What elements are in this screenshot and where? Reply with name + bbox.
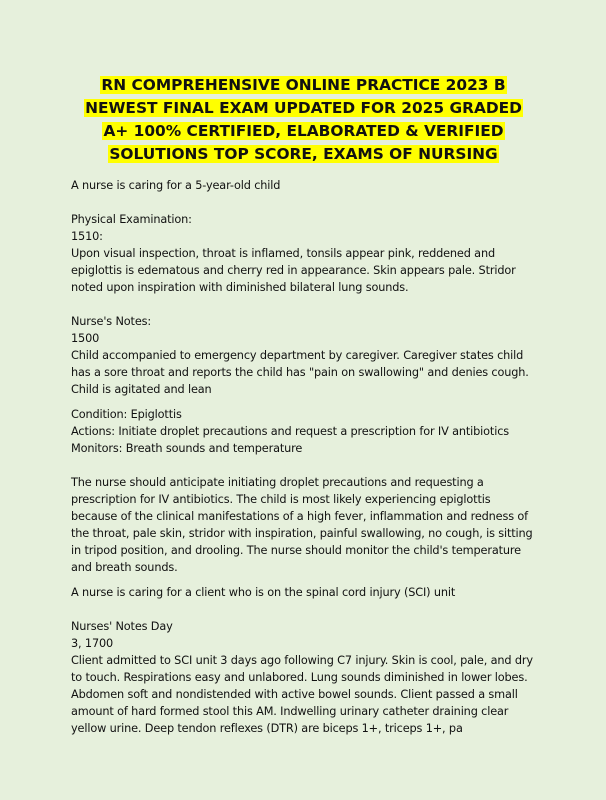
document-body	[71, 177, 536, 737]
actions-text: Actions: Initiate droplet precautions and request a prescription for IV antibiotics Monitors: Breath sounds and temperature	[71, 425, 509, 455]
nurses-notes-text: Child accompanied to emergency department by caregiver. Caregiver states child has a sore throat and reports the child has "pain on swallowing" and denies cough. Child is agitated and lean	[71, 349, 529, 396]
rationale-text: The nurse should anticipate initiating droplet precautions and requesting a prescription for IV antibiotics. The child is most likely experiencing epiglottis because of the clinical manifestations of a high fever, inflammation and redness of the throat, pale skin, stridor with inspiration, painful swallowing, no cough, is sitting in tripod position, and drooling. The nurse should monitor the child's temperature and breath sounds.	[71, 476, 533, 574]
nurses-notes-heading: Nurse's Notes:	[71, 315, 152, 328]
document-title	[71, 74, 536, 166]
case2-intro: A nurse is caring for a client who is on the spinal cord injury (SCI) unit	[71, 586, 456, 599]
physical-exam-text: Upon visual inspection, throat is inflamed, tonsils appear pink, reddened and epiglottis is edematous and cherry red in appearance. Skin appears pale. Stridor noted upon inspiration with diminished bilateral lung sounds.	[71, 247, 516, 294]
title-highlight: RN COMPREHENSIVE ONLINE PRACTICE 2023 B NEWEST FINAL EXAM UPDATED FOR 2025 GRADED A+ 100% CERTIFIED, ELABORATED & VERIFIED SOLUTIONS TOP SCORE, EXAMS OF NURSING	[85, 76, 522, 163]
case2-notes-heading: Nurses' Notes Day	[71, 620, 173, 633]
case1-intro: A nurse is caring for a 5-year-old child	[71, 179, 281, 192]
physical-exam-heading: Physical Examination:	[71, 213, 192, 226]
condition-text: Condition: Epiglottis	[71, 408, 182, 421]
case2-notes-time: 3, 1700	[71, 637, 114, 650]
nurses-notes-time: 1500	[71, 332, 100, 345]
physical-exam-time: 1510:	[71, 230, 103, 243]
case2-notes-text: Client admitted to SCI unit 3 days ago following C7 injury. Skin is cool, pale, and dry to touch. Respirations easy and unlabored. Lung sounds diminished in lower lobes. Abdomen soft and nondistended with active bowel sounds. Client passed a small amount of hard formed stool this AM. Indwelling urinary catheter draining clear yellow urine. Deep tendon reflexes (DTR) are biceps 1+, triceps 1+, pa	[71, 654, 533, 735]
